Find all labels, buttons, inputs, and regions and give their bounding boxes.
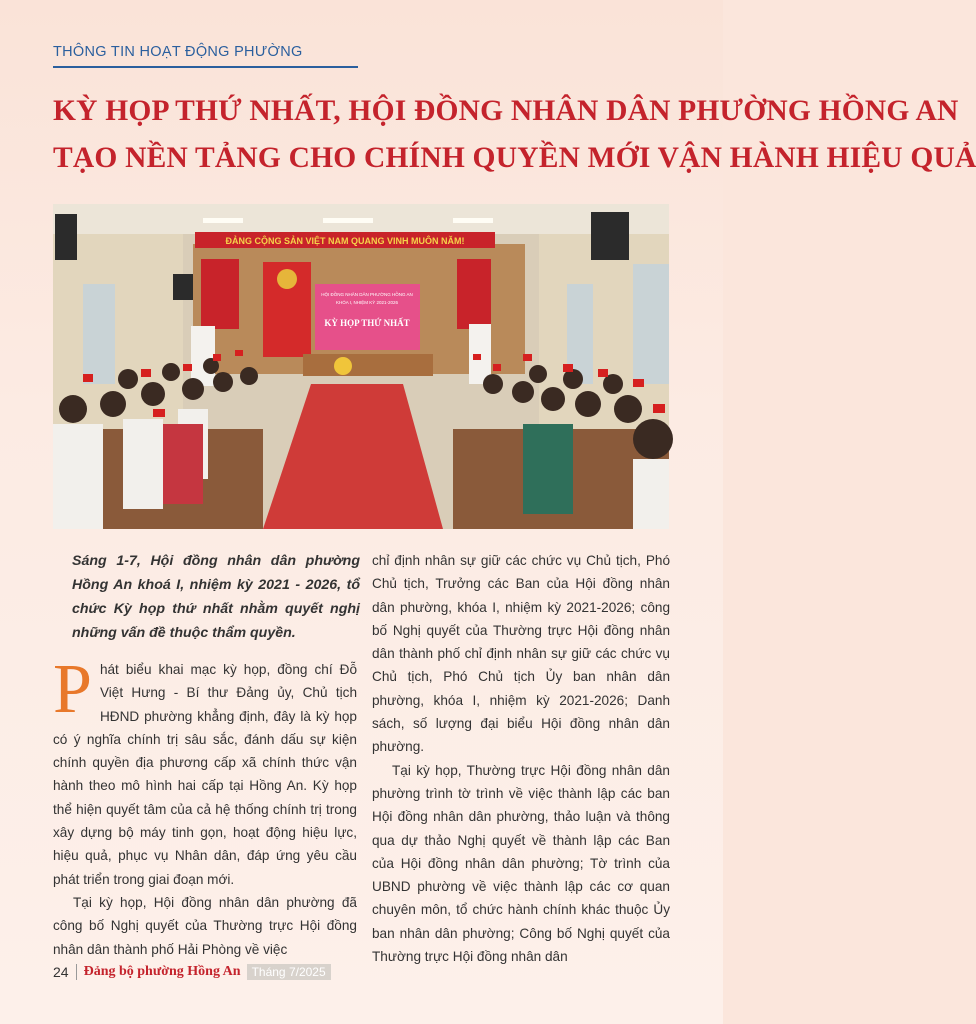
paragraph-1: hát biểu khai mạc kỳ họp, đồng chí Đỗ Việt Hưng - Bí thư Đảng ủy, Chủ tịch HĐND phường khẳng định, đây là kỳ họp có ý nghĩa chính trị sâu sắc, đánh dấu sự kiện chính quyền địa phương cấp xã chính thức vận hành theo mô hình hai cấp tại Hồng An. Kỳ họp thể hiện quyết tâm của cả hệ thống chính trị trong xây dựng bộ máy tinh gọn, hoạt động hiệu lực, hiệu quả, phục vụ Nhân dân, đáp ứng yêu cầu phát triển trong giai đoạn mới.	[53, 662, 357, 887]
screen-line-1: HỘI ĐỒNG NHÂN DÂN PHƯỜNG HỒNG AN	[321, 292, 413, 297]
banner-text: ĐẢNG CỘNG SẢN VIỆT NAM QUANG VINH MUÔN NĂM!	[225, 236, 465, 246]
publication-name: Đảng bộ phường Hồng An	[83, 964, 241, 979]
section-divider	[53, 66, 358, 68]
paragraph-4: Tại kỳ họp, Thường trực Hội đồng nhân dân phường trình tờ trình về việc thành lập các ban Hội đồng nhân dân phường, thảo luận và thông qua dự thảo Nghị quyết về thành lập các Ban của Hội đồng nhân dân phường; Tờ trình của UBND phường về việc thành lập các cơ quan chuyên môn, tổ chức hành chính khác thuộc Ủy ban nhân dân phường; Công bố Nghị quyết của Thường trực Hội đồng nhân dân	[372, 762, 670, 965]
screen-title: KỲ HỌP THỨ NHẤT	[324, 318, 410, 328]
headline-line-2: TẠO NỀN TẢNG CHO CHÍNH QUYỀN MỚI VẬN HÀNH HIỆU QUẢ	[53, 142, 976, 174]
article-column-right	[372, 549, 670, 968]
headline-line-1: KỲ HỌP THỨ NHẤT, HỘI ĐỒNG NHÂN DÂN PHƯỜNG HỒNG AN	[53, 95, 959, 127]
meeting-photo	[53, 204, 669, 529]
section-label: THÔNG TIN HOẠT ĐỘNG PHƯỜNG	[53, 44, 303, 60]
screen-line-2: KHÓA I, NHIỆM KỲ 2021-2026	[335, 300, 399, 305]
article-lead: Sáng 1-7, Hội đồng nhân dân phường Hồng An khoá I, nhiệm kỳ 2021 - 2026, tổ chức Kỳ họp thứ nhất nhằm quyết nghị những vấn đề thuộc thẩm quyền.	[72, 553, 360, 641]
page-footer	[53, 964, 331, 980]
page-number: 24	[53, 964, 69, 980]
article-column-left	[53, 651, 357, 961]
headline	[53, 88, 976, 182]
drop-cap: P	[53, 651, 92, 728]
paragraph-2: Tại kỳ họp, Hội đồng nhân dân phường đã công bố Nghị quyết của Thường trực Hội đồng nhân dân thành phố Hải Phòng về việc	[53, 894, 357, 957]
issue-date: Tháng 7/2025	[247, 964, 331, 980]
footer-divider	[76, 964, 77, 980]
paragraph-3: chỉ định nhân sự giữ các chức vụ Chủ tịch, Phó Chủ tịch, Trưởng các Ban của Hội đồng nhân dân phường, khóa I, nhiệm kỳ 2021-2026; công bố Nghị quyết của Thường trực Hội đồng nhân dân thành phố chỉ định nhân sự giữ các chức vụ Chủ tịch, Phó Chủ tịch Ủy ban nhân dân phường, khóa I, nhiệm kỳ 2021-2026; Danh sách, số lượng đại biểu Hội đồng nhân dân phường.	[372, 553, 670, 755]
